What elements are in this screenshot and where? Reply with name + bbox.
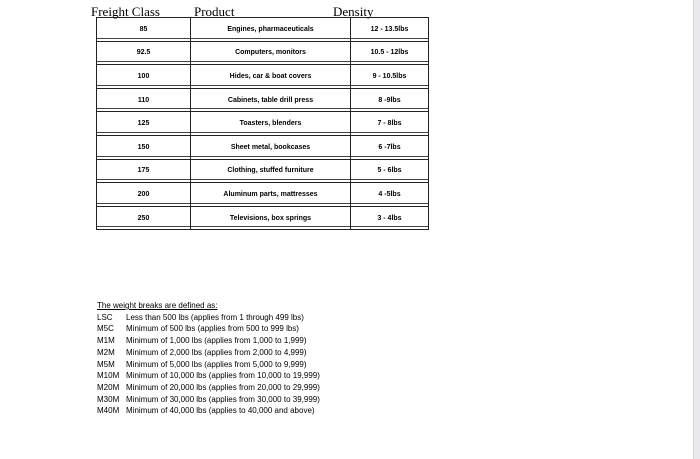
product-cell: Toasters, blenders — [191, 112, 351, 136]
product-cell: Televisions, box springs — [191, 206, 351, 230]
density-cell: 6 -7lbs — [351, 135, 429, 159]
density-cell: 8 -9lbs — [351, 88, 429, 112]
weight-break-item — [97, 335, 320, 347]
freight-class-cell: 100 — [97, 65, 191, 89]
weight-break-text: Minimum of 30,000 lbs (applies from 30,000 to 39,999) — [126, 394, 320, 404]
weight-break-item — [97, 370, 320, 382]
window-edge — [693, 0, 700, 459]
weight-break-code: M30M — [97, 394, 120, 404]
weight-break-code: M5C — [97, 324, 114, 334]
weight-break-item — [97, 323, 320, 335]
table-row — [97, 18, 429, 42]
weight-break-text: Minimum of 5,000 lbs (applies from 5,000 to 9,999) — [126, 359, 307, 369]
weight-break-item — [97, 405, 320, 417]
freight-class-cell: 150 — [97, 135, 191, 159]
weight-break-code: M1M — [97, 336, 115, 346]
freight-class-cell: 200 — [97, 183, 191, 207]
table-row — [97, 112, 429, 136]
weight-break-text: Minimum of 2,000 lbs (applies from 2,000 to 4,999) — [126, 347, 307, 357]
product-cell: Aluminum parts, mattresses — [191, 183, 351, 207]
freight-class-cell: 85 — [97, 18, 191, 42]
weight-break-code: M5M — [97, 359, 115, 369]
product-header: Product — [194, 4, 235, 19]
density-cell: 9 - 10.5lbs — [351, 65, 429, 89]
freight-class-cell: 175 — [97, 159, 191, 183]
product-cell: Cabinets, table drill press — [191, 88, 351, 112]
weight-break-item — [97, 394, 320, 406]
freight-class-cell: 250 — [97, 206, 191, 230]
freight-class-cell: 92.5 — [97, 41, 191, 65]
weight-break-text: Less than 500 lbs (applies from 1 through 499 lbs) — [126, 312, 304, 322]
freight-class-table — [96, 17, 429, 230]
density-cell: 3 - 4lbs — [351, 206, 429, 230]
weight-break-item — [97, 359, 320, 371]
weight-breaks-section — [97, 300, 320, 417]
table-row — [97, 159, 429, 183]
weight-break-code: M20M — [97, 382, 120, 392]
table-row — [97, 206, 429, 230]
table-row — [97, 135, 429, 159]
product-cell: Computers, monitors — [191, 41, 351, 65]
product-cell: Engines, pharmaceuticals — [191, 18, 351, 42]
product-cell: Sheet metal, bookcases — [191, 135, 351, 159]
weight-break-code: LSC — [97, 312, 113, 322]
weight-break-item — [97, 382, 320, 394]
density-cell: 4 -5lbs — [351, 183, 429, 207]
weight-break-text: Minimum of 1,000 lbs (applies from 1,000 to 1,999) — [126, 336, 307, 346]
weight-break-code: M40M — [97, 406, 120, 416]
density-cell: 7 - 8lbs — [351, 112, 429, 136]
table-row — [97, 88, 429, 112]
freight-class-cell: 110 — [97, 88, 191, 112]
density-header: Density — [333, 4, 374, 19]
weight-breaks-title: The weight breaks are defined as: — [97, 301, 218, 310]
product-cell: Hides, car & boat covers — [191, 65, 351, 89]
weight-break-text: Minimum of 500 lbs (applies from 500 to 999 lbs) — [126, 324, 299, 334]
density-cell: 5 - 6lbs — [351, 159, 429, 183]
weight-break-item — [97, 347, 320, 359]
weight-break-text: Minimum of 40,000 lbs (applies to 40,000 and above) — [126, 406, 315, 416]
weight-break-code: M2M — [97, 347, 115, 357]
weight-break-code: M10M — [97, 371, 120, 381]
weight-break-item — [97, 312, 320, 324]
freight-class-header: Freight Class — [91, 4, 160, 19]
weight-break-text: Minimum of 20,000 lbs (applies from 20,000 to 29,999) — [126, 382, 320, 392]
table-row — [97, 41, 429, 65]
density-cell: 10.5 - 12lbs — [351, 41, 429, 65]
weight-break-text: Minimum of 10,000 lbs (applies from 10,000 to 19,999) — [126, 371, 320, 381]
freight-class-cell: 125 — [97, 112, 191, 136]
table-row — [97, 183, 429, 207]
product-cell: Clothing, stuffed furniture — [191, 159, 351, 183]
table-row — [97, 65, 429, 89]
density-cell: 12 - 13.5lbs — [351, 18, 429, 42]
